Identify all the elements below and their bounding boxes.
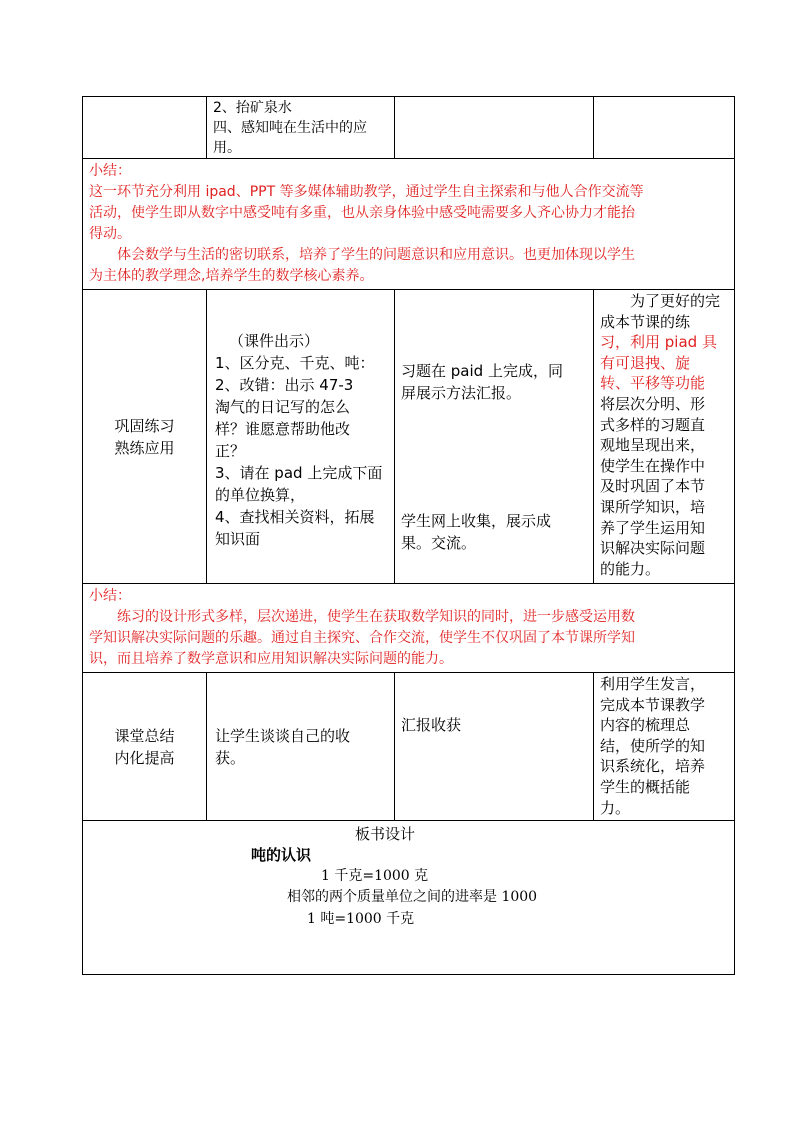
- cell-student-review: [395, 673, 594, 821]
- text-line: 观地呈现出来，: [600, 436, 706, 455]
- text-line: 屏展示方法汇报。: [401, 384, 522, 402]
- cell-board-design: [83, 821, 735, 975]
- text-line: 学生的概括能: [600, 777, 691, 796]
- text-line: 这一环节充分利用 ipad、PPT 等多媒体辅助教学，通过学生自主探索和与他人合作交流等: [89, 184, 644, 200]
- cell-intent-empty: [594, 97, 735, 159]
- text-line: 学知识解决实际问题的乐趣。通过自主探究、合作交流，使学生不仅巩固了本节课所学知: [89, 630, 635, 646]
- row-summary-2: [83, 584, 735, 673]
- cell-teacher-review: [207, 673, 395, 821]
- cell-intent-review: [594, 673, 735, 821]
- board-line: 1 吨=1000 千克: [307, 911, 415, 927]
- text-line: 4、查找相关资料，拓展: [215, 508, 375, 526]
- text-line: 2、抬矿泉水: [213, 100, 292, 116]
- text-line: 力。: [600, 798, 631, 817]
- text-line: 习，利用 piad 具: [600, 333, 717, 352]
- text-line: 有可退拽、旋: [600, 353, 691, 372]
- text-line: 课所学知识，培: [600, 497, 706, 516]
- text-line: 成本节课的练: [600, 312, 691, 331]
- text-line: 利用学生发言，: [600, 675, 706, 693]
- text-line: 识系统化，培养: [600, 757, 706, 776]
- text-line: 习题在 paid 上完成，同: [401, 362, 563, 380]
- text-line: 及时巩固了本节: [600, 477, 706, 496]
- text-line: 识，而且培养了数学意识和应用知识解决实际问题的能力。: [89, 651, 453, 667]
- text-line: 3、请在 pad 上完成下面: [215, 464, 383, 482]
- text-line: 的单位换算，: [215, 486, 306, 504]
- summary-label: 小结：: [89, 163, 131, 179]
- text-line: 获。: [215, 748, 246, 767]
- text-line: 活动，使学生即从数字中感受吨有多重，也从亲身体验中感受吨需要多人齐心协力才能抬: [89, 205, 635, 221]
- cell-summary-1: [83, 159, 735, 290]
- text-line: 为了更好的完: [630, 292, 721, 310]
- text-line: 得动。: [89, 226, 131, 242]
- text-line: 式多样的习题直: [600, 415, 706, 434]
- text-line: 完成本节课教学: [600, 695, 706, 714]
- text-line: 将层次分明、形: [600, 394, 706, 413]
- text-line: 使学生在操作中: [600, 456, 706, 475]
- board-line: 相邻的两个质量单位之间的进率是 1000: [287, 889, 538, 905]
- text-line: 体会数学与生活的密切联系，培养了学生的问题意识和应用意识。也更加体现以学生: [117, 247, 635, 263]
- cell-student-empty: [395, 97, 594, 159]
- stage-line: 熟练应用: [114, 438, 175, 457]
- cell-stage-empty: [83, 97, 207, 159]
- text-line: 果。交流。: [401, 534, 477, 552]
- row-summary-1: [83, 159, 735, 290]
- text-line: 的能力。: [600, 559, 661, 578]
- text-line: 为主体的教学理念,培养学生的数学核心素养。: [89, 268, 374, 284]
- text-line: 识解决实际问题: [600, 539, 706, 558]
- text-line: 汇报收获: [401, 716, 462, 734]
- text-line: 转、平移等功能: [600, 374, 706, 393]
- text-line: 样？谁愿意帮助他改: [215, 420, 351, 438]
- text-line: 练习的设计形式多样，层次递进，使学生在获取数学知识的同时，进一步感受运用数: [117, 609, 635, 625]
- text-line: 让学生谈谈自己的收: [215, 726, 351, 745]
- cell-stage-practice: [83, 290, 207, 584]
- text-line: 四、感知吨在生活中的应: [213, 120, 367, 136]
- row-board-design: [83, 821, 735, 975]
- cell-student-practice: [395, 290, 594, 584]
- board-title: 吨的认识: [251, 846, 312, 864]
- row-review: [83, 673, 735, 821]
- board-heading: 板书设计: [355, 825, 416, 843]
- text-line: 用。: [213, 140, 241, 156]
- board-line: 1 千克=1000 克: [321, 868, 429, 884]
- cell-summary-2: [83, 584, 735, 673]
- text-line: 内容的梳理总: [600, 716, 691, 735]
- summary-label: 小结：: [89, 588, 131, 604]
- row-practice: [83, 290, 735, 584]
- cell-teacher-practice: [207, 290, 395, 584]
- text-line: 养了学生运用知: [600, 518, 706, 537]
- stage-line: 课堂总结: [114, 726, 175, 745]
- text-line: 结，使所学的知: [600, 736, 706, 755]
- text-line: 2、改错：出示 47-3: [215, 376, 354, 394]
- stage-line: 内化提高: [114, 748, 175, 767]
- lesson-plan-table: [82, 96, 735, 975]
- stage-line: 巩固练习: [114, 416, 175, 435]
- cell-intent-practice: [594, 290, 735, 584]
- text-line: 淘气的日记写的怎么: [215, 398, 351, 416]
- text-line: 学生网上收集，展示成: [401, 512, 552, 530]
- row-continuation: [83, 97, 735, 159]
- text-line: 正？: [215, 442, 246, 460]
- cell-teacher-activity: [207, 97, 395, 159]
- text-line: （课件出示）: [229, 332, 320, 350]
- cell-stage-review: [83, 673, 207, 821]
- text-line: 知识面: [215, 530, 261, 548]
- text-line: 1、区分克、千克、吨：: [215, 354, 375, 372]
